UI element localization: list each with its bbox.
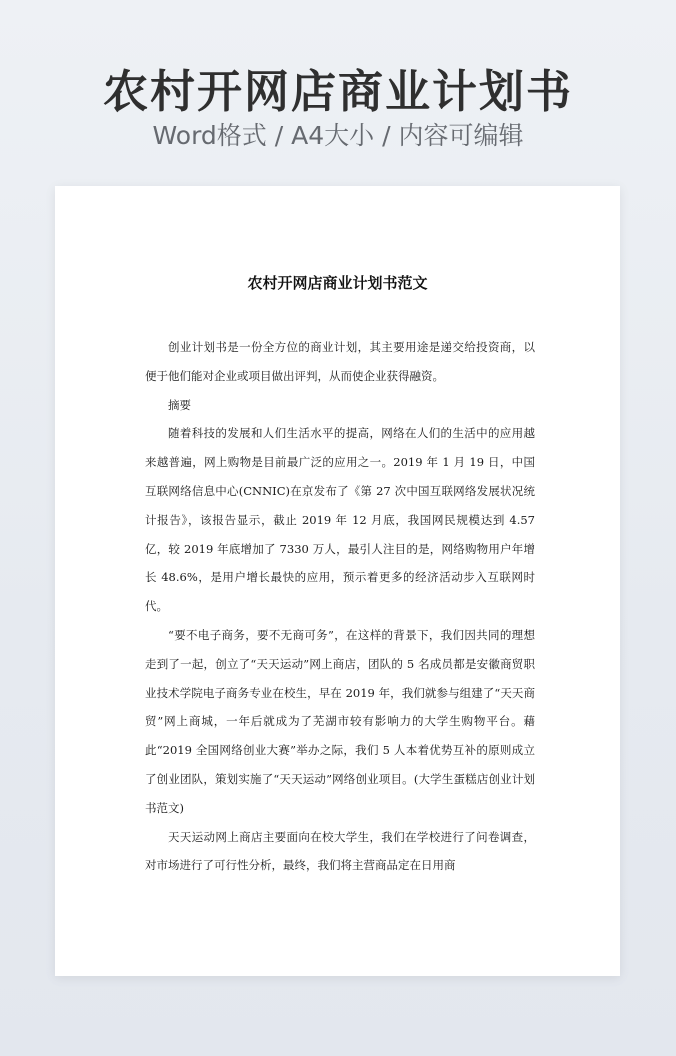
paragraph-abstract-heading: 摘要 <box>168 397 191 412</box>
paragraph-team: “要不电子商务，要不无商可务”，在这样的背景下，我们因共同的理想走到了一起，创立了“天天运动”网上商店，团队的 5 名成员都是安徽商贸职业技术学院电子商务专业在校生，早在 2019 年，我们就参与组建了“天天商贸”网上商城，一年后就成为了芜湖市较有影响力的大学生购物平台。藉此“2019 全国网络创业大赛”举办之际，我们 5 人本着优势互补的原则成立了创业团队，策划实施了“天天运动”网络创业项目。(大学生蛋糕店创业计划书范文) <box>145 627 535 815</box>
page-title: 农村开网店商业计划书 <box>102 65 573 118</box>
paragraph-background: 随着科技的发展和人们生活水平的提高，网络在人们的生活中的应用越来越普遍，网上购物是目前最广泛的应用之一。2019 年 1 月 19 日，中国互联网络信息中心(CNNIC)在京发布了《第 27 次中国互联网络发展状况统计报告》，该报告显示，截止 2019 年 12 月底，我国网民规模达到 4.57 亿，较 2019 年底增加了 7330 万人，最引人注目的是，网络购物用户年增长 48.6%，是用户增长最快的应用，预示着更多的经济活动步入互联网时代。 <box>145 426 535 614</box>
paragraph-market: 天天运动网上商店主要面向在校大学生，我们在学校进行了问卷调查，对市场进行了可行性分析，最终，我们将主营商品定在日用商 <box>145 829 535 873</box>
page-subtitle: Word格式 / A4大小 / 内容可编辑 <box>152 121 524 150</box>
document-body <box>145 333 535 880</box>
paragraph-intro: 创业计划书是一份全方位的商业计划，其主要用途是递交给投资商，以便于他们能对企业或项目做出评判，从而使企业获得融资。 <box>145 340 535 383</box>
document-page <box>55 186 620 976</box>
document-title: 农村开网店商业计划书范文 <box>247 274 428 292</box>
